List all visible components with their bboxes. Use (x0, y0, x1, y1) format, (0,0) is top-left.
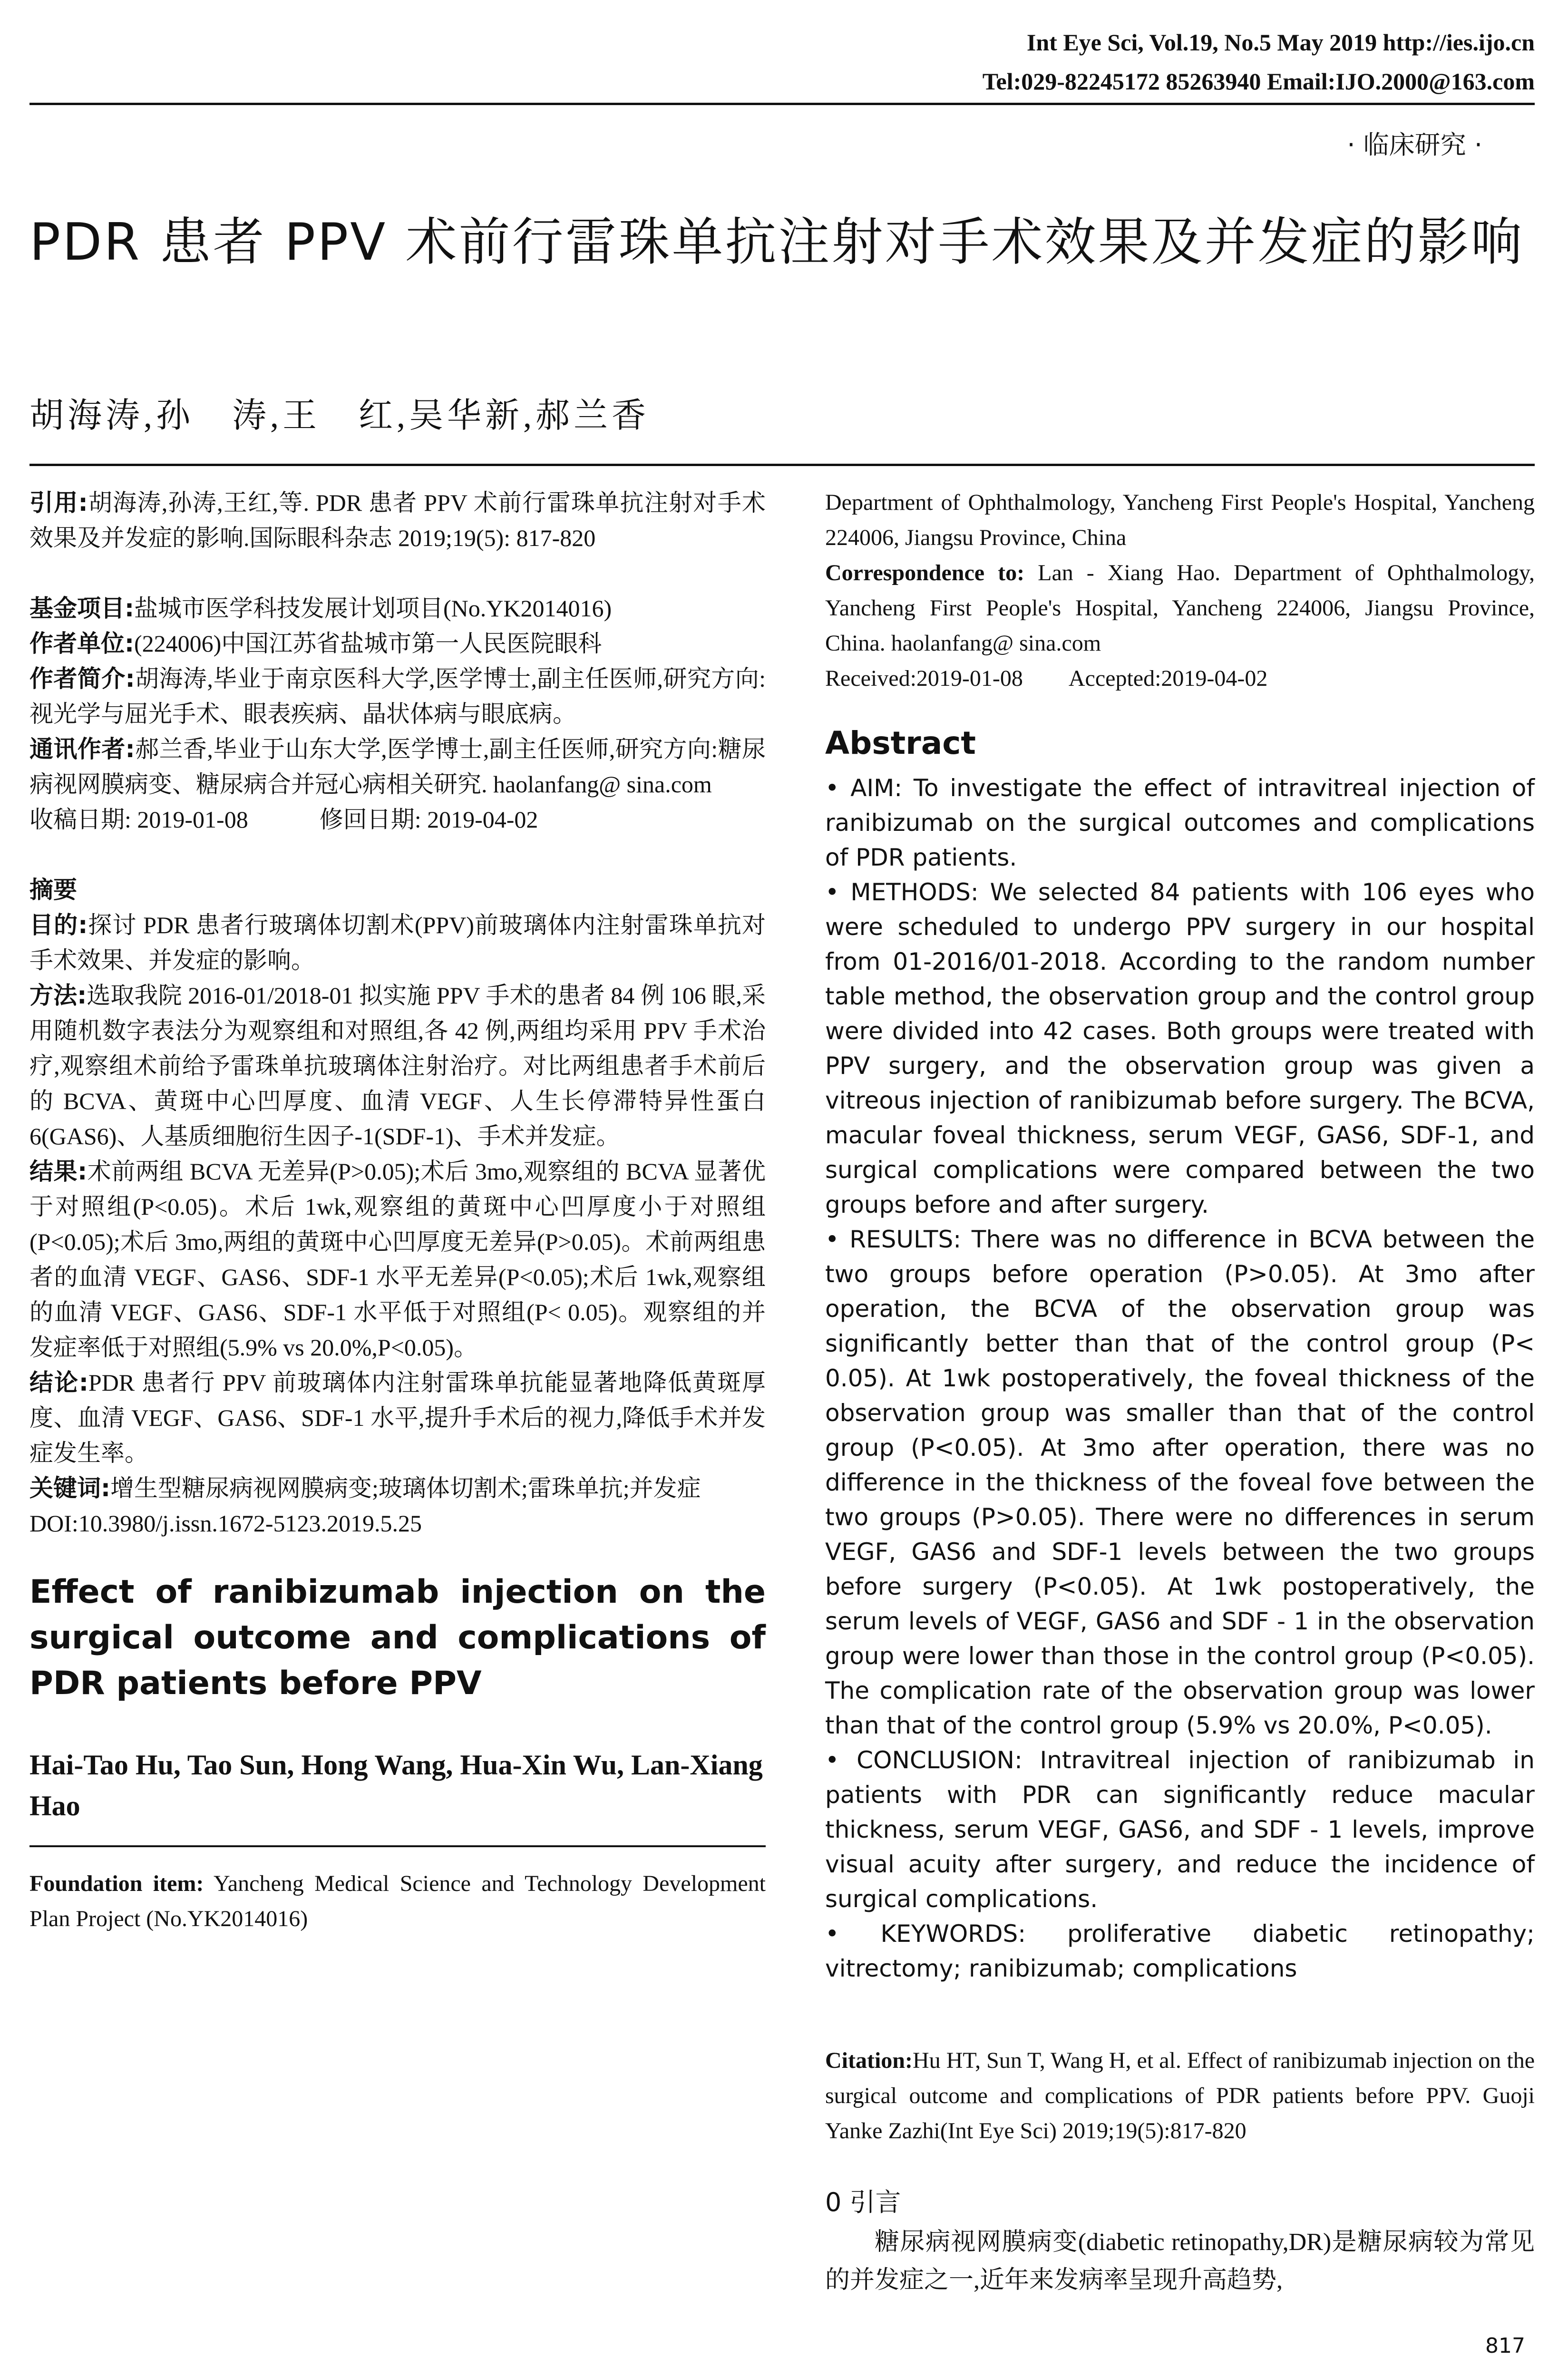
aim-cn-label: 目的: (29, 911, 88, 939)
citation-cn-text: 胡海涛,孙涛,王红,等. PDR 患者 PPV 术前行雷珠单抗注射对手术效果及并发症的影响.国际眼科杂志 2019;19(5): 817-820 (29, 489, 766, 551)
left-column (29, 485, 766, 1937)
column-label: · 临床研究 · (1347, 130, 1482, 160)
fund-text: 盐城市医学科技发展计划项目(No.YK2014016) (134, 595, 612, 622)
bio-label: 作者简介: (29, 665, 135, 692)
aim-en: • AIM: To investigate the effect of intravitreal injection of ranibizumab on the surgical outcomes and complications of PDR patients. (825, 774, 1535, 871)
authors-en-rule (29, 1845, 766, 1847)
journal-header-line2: Tel:029-82245172 85263940 Email:IJO.2000@163.com (982, 68, 1535, 95)
intro-paragraph: 糖尿病视网膜病变(diabetic retinopathy,DR)是糖尿病较为常见的并发症之一,近年来发病率呈现升高趋势, (825, 2229, 1535, 2294)
aim-cn-text: 探讨 PDR 患者行玻璃体切割术(PPV)前玻璃体内注射雷珠单抗对手术效果、并发症的影响。 (29, 912, 766, 974)
citation-cn (29, 485, 766, 555)
abstract-cn-head: 摘要 (29, 876, 77, 904)
corr-info-cn (29, 731, 766, 802)
journal-header-line1: Int Eye Sci, Vol.19, No.5 May 2019 http://ies.ijo.cn (1026, 29, 1535, 56)
citation-cn-label: 引用: (29, 489, 88, 516)
bio-info (29, 661, 766, 731)
correspondence-en-label: Correspondence to: (825, 560, 1025, 585)
section-heading-intro: 0 引言 (825, 2187, 901, 2217)
doi: DOI:10.3980/j.issn.1672-5123.2019.5.25 (29, 1510, 422, 1537)
foundation-en (29, 1866, 766, 1937)
methods-cn (29, 978, 766, 1154)
fund-label: 基金项目: (29, 594, 134, 622)
dates-cn: 收稿日期: 2019-01-08 修回日期: 2019-04-02 (29, 806, 538, 833)
conclusion-cn-text: PDR 患者行 PPV 前玻璃体内注射雷珠单抗能显著地降低黄斑厚度、血清 VEGF、GAS6、SDF-1 水平,提升手术后的视力,降低手术并发症发生率。 (29, 1369, 766, 1466)
english-title: Effect of ranibizumab injection on the surgical outcome and complications of PDR patients before PPV (29, 1573, 766, 1702)
bio-text: 胡海涛,毕业于南京医科大学,医学博士,副主任医师,研究方向:视光学与屈光手术、眼表疾病、晶状体病与眼底病。 (29, 665, 766, 727)
foundation-en-text: Yancheng Medical Science and Technology Development Plan Project (No.YK2014016) (29, 1871, 766, 1931)
methods-en: • METHODS: We selected 84 patients with 106 eyes who were scheduled to undergo PPV surgery in our hospital from 01-2016/01-2018. According to the random number table method, the observation group and the control group were divided into 42 cases. Both groups were treated with PPV surgery, and the observation group was given a vitreous injection of ranibizumab before surgery. The BCVA, macular foveal thickness, serum VEGF, GAS6, SDF-1, and surgical complications were compared between the two groups before and after surgery. (825, 878, 1535, 1218)
unit-text: (224006)中国江苏省盐城市第一人民医院眼科 (134, 630, 602, 657)
fund-info (29, 591, 766, 626)
results-en: • RESULTS: There was no difference in BCVA between the two groups before operation (P>0.05). At 3mo after operation, the BCVA of the observation group was significantly better than that of the control group (P< 0.05). At 1wk postoperatively, the foveal thickness of the observation group was smaller than that of the control group (P<0.05). At 3mo after operation, there was no difference in the thickness of the foveal fove between the two groups (P>0.05). There were no differences in serum VEGF, GAS6 and SDF-1 levels between the two groups before surgery (P<0.05). At 1wk postoperatively, the serum levels of VEGF, GAS6 and SDF - 1 in the observation group were lower than those in the control group (P<0.05). The complication rate of the observation group was lower than that of the control group (5.9% vs 20.0%, P<0.05). (825, 1226, 1535, 1739)
conclusion-cn-label: 结论: (29, 1369, 88, 1396)
page-number: 817 (1485, 2334, 1525, 2358)
journal-header (983, 23, 1535, 101)
citation-en-label: Citation: (825, 2048, 913, 2073)
corr-cn-text: 郝兰香,毕业于山东大学,医学博士,副主任医师,研究方向:糖尿病视网膜病变、糖尿病合并冠心病相关研究. haolanfang@ sina.com (29, 736, 766, 798)
english-authors: Hai-Tao Hu, Tao Sun, Hong Wang, Hua-Xin Wu, Lan-Xiang Hao (29, 1749, 763, 1822)
correspondence-en (825, 555, 1535, 661)
aim-cn (29, 907, 766, 978)
unit-info (29, 626, 766, 661)
spacer (29, 837, 766, 872)
authors-cn: 胡海涛,孙 涛,王 红,吴华新,郝兰香 (29, 397, 650, 435)
results-cn-text: 术前两组 BCVA 无差异(P>0.05);术后 3mo,观察组的 BCVA 显著优于对照组(P<0.05)。术后 1wk,观察组的黄斑中心凹厚度小于对照组(P<0.05);术后 3mo,两组的黄斑中心凹厚度无差异(P>0.05)。术前两组患者的血清 VEGF、GAS6、SDF-1 水平无差异(P<0.05);术后 1wk,观察组的血清 VEGF、GAS6、SDF-1 水平低于对照组(P< 0.05)。观察组的并发症率低于对照组(5.9% vs 20.0%,P<0.05)。 (29, 1158, 766, 1361)
citation-en-text: Hu HT, Sun T, Wang H, et al. Effect of ranibizumab injection on the surgical outcome and complications of PDR patients before PPV. Guoji Yanke Zazhi(Int Eye Sci) 2019;19(5):817-820 (825, 2048, 1535, 2143)
keywords-cn-label: 关键词: (29, 1474, 110, 1502)
keywords-cn (29, 1471, 766, 1506)
corr-cn-label: 通讯作者: (29, 735, 135, 763)
spacer (29, 555, 766, 591)
authors-rule (29, 464, 1535, 466)
results-cn (29, 1154, 766, 1365)
methods-cn-label: 方法: (29, 982, 87, 1009)
keywords-en: • KEYWORDS: proliferative diabetic retinopathy; vitrectomy; ranibizumab; complications (825, 1920, 1535, 1982)
conclusion-cn (29, 1365, 766, 1471)
conclusion-en: • CONCLUSION: Intravitreal injection of ranibizumab in patients with PDR can significantly reduce macular thickness, serum VEGF, GAS6, and SDF - 1 levels, improve visual acuity after surgery, and reduce the incidence of surgical complications. (825, 1746, 1535, 1913)
correspondence-en-text: Lan - Xiang Hao. Department of Ophthalmology, Yancheng First People's Hospital, Yancheng 224006, Jiangsu Province, China. haolanfang@ sina.com (825, 560, 1535, 656)
methods-cn-text: 选取我院 2016-01/2018-01 拟实施 PPV 手术的患者 84 例 106 眼,采用随机数字表法分为观察组和对照组,各 42 例,两组均采用 PPV 手术治疗,观察组术前给予雷珠单抗玻璃体注射治疗。对比两组患者手术前后的 BCVA、黄斑中心凹厚度、血清 VEGF、人生长停滞特异性蛋白 6(GAS6)、人基质细胞衍生因子-1(SDF-1)、手术并发症。 (29, 982, 766, 1150)
citation-en (825, 2043, 1535, 2149)
unit-label: 作者单位: (29, 630, 134, 657)
results-cn-label: 结果: (29, 1158, 88, 1185)
received-accepted: Received:2019-01-08 Accepted:2019-04-02 (825, 666, 1268, 691)
header-rule (29, 103, 1535, 105)
foundation-en-label: Foundation item: (29, 1871, 204, 1896)
abstract-en-head: Abstract (825, 725, 976, 761)
article-title: PDR 患者 PPV 术前行雷珠单抗注射对手术效果及并发症的影响 (29, 213, 1524, 272)
right-column (825, 485, 1535, 2299)
keywords-cn-text: 增生型糖尿病视网膜病变;玻璃体切割术;雷珠单抗;并发症 (110, 1475, 701, 1501)
affiliation-en: Department of Ophthalmology, Yancheng First People's Hospital, Yancheng 224006, Jiangsu Province, China (825, 490, 1535, 550)
